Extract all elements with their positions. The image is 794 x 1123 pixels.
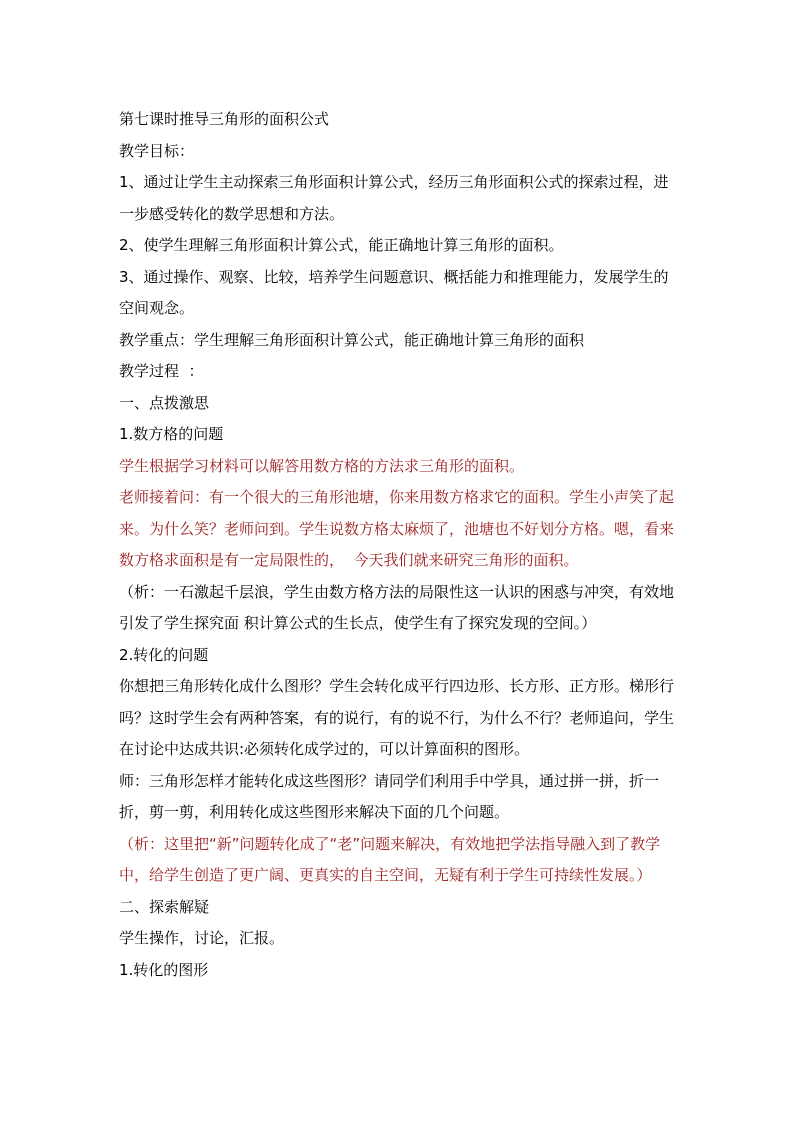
body-paragraph: 学生操作，讨论，汇报。 (119, 929, 285, 947)
analysis-note: （析：这里把“新”问题转化成了“老”问题来解决，有效地把学法指导融入到了教学中，给学生创造了更广阔、更真实的自主空间，无疑有利于学生可持续性发展。） (119, 834, 661, 884)
topic-heading: 1.转化的图形 (119, 960, 209, 979)
body-paragraph: 师：三角形怎样才能转化成这些图形？请同学们利用手中学具，通过拼一拼，折一折，剪一剪，利用转化成这些图形来解决下面的几个问题。 (119, 771, 660, 821)
objective-item: 2、使学生理解三角形面积计算公式，能正确地计算三角形的面积。 (119, 236, 564, 254)
objective-item: 3、通过操作、观察、比较，培养学生问题意识、概括能力和推理能力，发展学生的空间观念。 (119, 267, 669, 317)
topic-heading: 2.转化的问题 (119, 645, 209, 664)
document-body (119, 104, 681, 986)
subsection-heading: 二、探索解疑 (119, 897, 210, 916)
subsection-heading: 一、点拨激思 (119, 393, 210, 412)
body-paragraph: 老师接着问：有一个很大的三角形池塘，你来用数方格求它的面积。学生小声笑了起来。为什么笑？老师问到。学生说数方格太麻烦了，池塘也不好划分方格。嗯，看来数方格求面积是有一定局限性的， 今天我们就来研究三角形的面积。 (119, 488, 675, 569)
topic-heading: 1.数方格的问题 (119, 425, 224, 443)
teaching-focus: 教学重点：学生理解三角形面积计算公式，能正确地计算三角形的面积 (119, 330, 585, 349)
analysis-note: （析：一石激起千层浪，学生由数方格方法的局限性这一认识的困惑与冲突，有效地引发了学生探究面 积计算公式的生长点，使学生有了探究发现的空间。） (119, 582, 675, 632)
section-heading-objectives: 教学目标： (119, 141, 195, 160)
objective-item: 1、通过让学生主动探索三角形面积计算公式，经历三角形面积公式的探索过程，进一步感受转化的数学思想和方法。 (119, 173, 669, 223)
body-paragraph: 学生根据学习材料可以解答用数方格的方法求三角形的面积。 (119, 456, 525, 475)
section-heading-process: 教学过程 ： (119, 362, 204, 380)
lesson-title: 第七课时推导三角形的面积公式 (119, 110, 330, 128)
body-paragraph: 你想把三角形转化成什么图形？学生会转化成平行四边形、长方形、正方形。梯形行吗？这时学生会有两种答案，有的说行，有的说不行，为什么不行？老师追问，学生在讨论中达成共识:必须转化成学过的，可以计算面积的图形。 (119, 677, 675, 758)
